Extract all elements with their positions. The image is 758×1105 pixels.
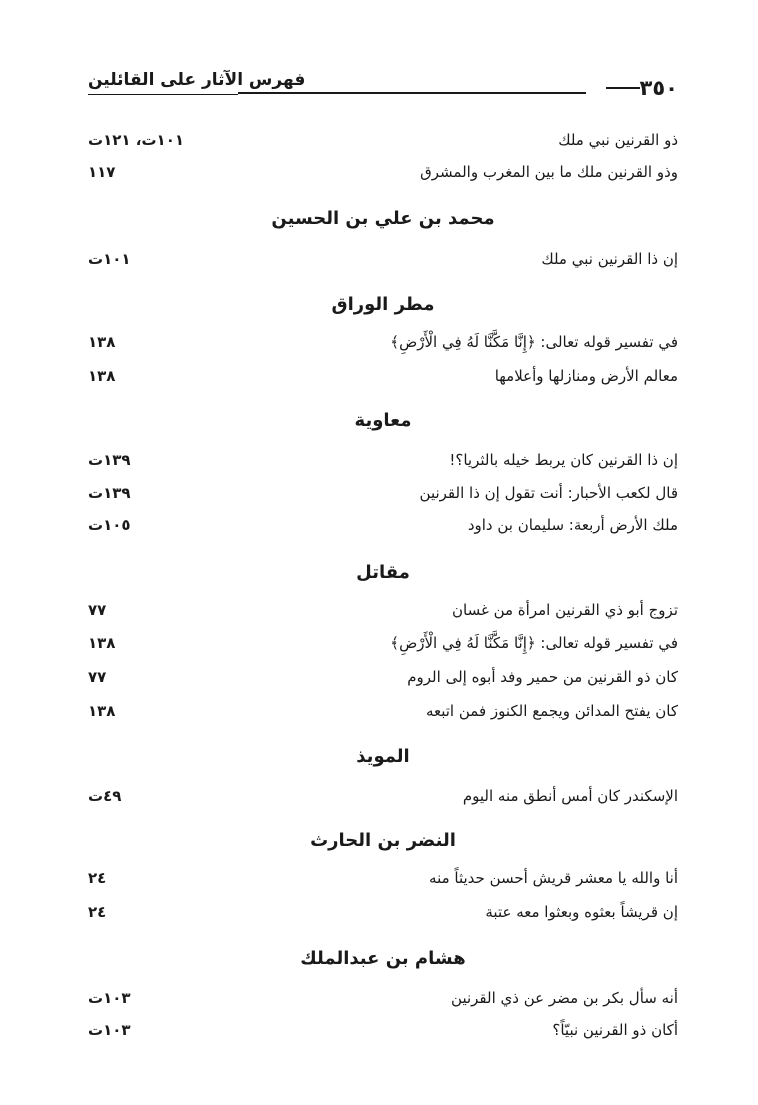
page-number: ٣٥٠ <box>639 76 678 100</box>
entry-text: معالم الأرض ومنازلها وأعلامها <box>494 367 678 385</box>
header-rule <box>238 92 586 94</box>
section-heading: مقاتل <box>356 562 410 583</box>
index-entry <box>88 510 678 540</box>
entry-page-ref: ١٣٨ <box>88 333 116 351</box>
entry-page-ref: ١٣٨ <box>88 702 116 720</box>
entry-page-ref: ١٠٣ت <box>88 1021 131 1039</box>
index-entry <box>88 327 678 357</box>
index-entry <box>88 662 678 692</box>
entry-page-ref: ١٠٣ت <box>88 989 131 1007</box>
entry-text: وذو القرنين ملك ما بين المغرب والمشرق <box>420 163 678 181</box>
section-heading: المويذ <box>356 746 410 767</box>
index-entry <box>88 157 678 187</box>
entry-page-ref: ٤٩ت <box>88 787 122 805</box>
entry-text: قال لكعب الأحبار: أنت تقول إن ذا القرنين <box>419 484 678 502</box>
index-entry <box>88 361 678 391</box>
section-heading: النضر بن الحارث <box>310 830 456 851</box>
index-entry <box>88 244 678 274</box>
entry-page-ref: ١٣٩ت <box>88 484 131 502</box>
entry-text: في تفسير قوله تعالى: ﴿إِنَّا مَكَّنَّا لَهُ فِي الْأَرْضِ﴾ <box>390 333 678 351</box>
book-title: فهرس الآثار على القائلين <box>88 70 306 90</box>
entry-page-ref: ١٠٥ت <box>88 516 131 534</box>
header-underline <box>88 94 238 95</box>
index-entry <box>88 897 678 927</box>
entry-text: كان يفتح المدائن ويجمع الكنوز فمن اتبعه <box>425 702 678 720</box>
entry-text: إن قريشاً بعثوه وبعثوا معه عتبة <box>485 903 678 921</box>
entry-text: كان ذو القرنين من حمير وفد أبوه إلى الروم <box>407 668 678 686</box>
index-entry <box>88 125 678 155</box>
section-heading: مطر الوراق <box>331 294 435 315</box>
entry-page-ref: ٧٧ <box>88 668 107 686</box>
entry-text: تزوج أبو ذي القرنين امرأة من غسان <box>452 601 678 619</box>
index-entry <box>88 696 678 726</box>
section-heading: هشام بن عبدالملك <box>300 948 466 969</box>
index-entry <box>88 1015 678 1045</box>
entry-text: أكان ذو القرنين نبيّاً؟ <box>552 1021 678 1039</box>
section-heading: محمد بن علي بن الحسين <box>271 208 495 229</box>
entry-text: ملك الأرض أربعة: سليمان بن داود <box>467 516 678 534</box>
entry-page-ref: ٢٤ <box>88 869 107 887</box>
page-number-dash <box>606 87 640 89</box>
index-entry <box>88 478 678 508</box>
entry-text: في تفسير قوله تعالى: ﴿إِنَّا مَكَّنَّا لَهُ فِي الْأَرْضِ﴾ <box>390 634 678 652</box>
index-entry <box>88 781 678 811</box>
entry-page-ref: ١٠١ت <box>88 250 131 268</box>
entry-page-ref: ١٣٨ <box>88 367 116 385</box>
entry-text: إن ذا القرنين نبي ملك <box>541 250 678 268</box>
entry-page-ref: ١٣٨ <box>88 634 116 652</box>
entry-text: الإسكندر كان أمس أنطق منه اليوم <box>462 787 678 805</box>
page-number-group <box>598 76 678 100</box>
index-entry <box>88 628 678 658</box>
entry-page-ref: ١٣٩ت <box>88 451 131 469</box>
entry-page-ref: ٧٧ <box>88 601 107 619</box>
index-entry <box>88 983 678 1013</box>
index-entry <box>88 863 678 893</box>
entry-text: أنا والله يا معشر قريش أحسن حديثاً منه <box>429 869 678 887</box>
index-entry <box>88 445 678 475</box>
entry-page-ref: ١٠١ت، ١٢١ت <box>88 131 185 149</box>
entry-text: أنه سأل بكر بن مضر عن ذي القرنين <box>451 989 678 1007</box>
running-header <box>88 70 678 104</box>
index-entry <box>88 595 678 625</box>
entry-page-ref: ٢٤ <box>88 903 107 921</box>
entry-text: ذو القرنين نبي ملك <box>558 131 678 149</box>
section-heading: معاوية <box>354 410 412 431</box>
entry-page-ref: ١١٧ <box>88 163 116 181</box>
entry-text: إن ذا القرنين كان يربط خيله بالثريا؟! <box>449 451 678 469</box>
